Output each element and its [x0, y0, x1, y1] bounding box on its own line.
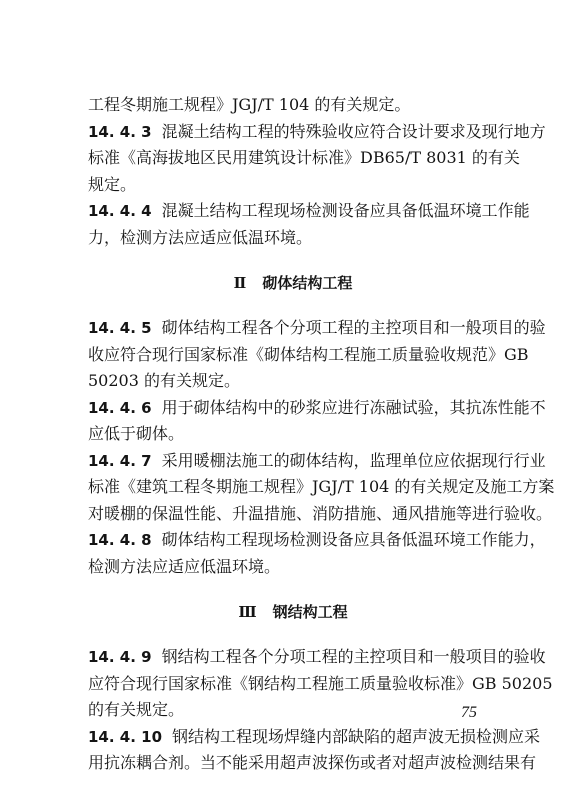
text-line — [88, 92, 498, 119]
clause-number: 14. 4. 9 — [88, 648, 152, 666]
clause-text: 用抗冻耦合剂。当不能采用超声波探伤或者对超声波检测结果有 — [88, 753, 537, 772]
section-title: 钢结构工程 — [272, 603, 348, 621]
clause-text: 混凝土结构工程的特殊验收应符合设计要求及现行地方 — [161, 121, 546, 141]
text-line — [88, 501, 553, 528]
clause-number: 14. 4. 8 — [88, 531, 152, 549]
section-roman-numeral: Ⅱ — [233, 274, 247, 292]
text-line — [88, 671, 553, 698]
clause-text: 混凝土结构工程现场检测设备应具备低温环境工作能 — [161, 201, 530, 220]
clause-text: 规定。 — [88, 174, 137, 194]
clause-text: 标准《高海拔地区民用建筑设计标准》DB65/T 8031 的有关 — [88, 148, 520, 167]
text-line — [88, 368, 498, 395]
clause-14-4-10 — [88, 724, 541, 751]
clause-text: 钢结构工程各个分项工程的主控项目和一般项目的验收 — [161, 647, 546, 666]
clause-text: 收应符合现行国家标准《砌体结构工程施工质量验收规范》GB — [88, 344, 529, 364]
clause-text: 力，检测方法应适应低温环境。 — [88, 227, 313, 247]
text-line — [88, 474, 555, 501]
clause-text: 应低于砌体。 — [88, 424, 185, 443]
clause-number: 14. 4. 7 — [88, 451, 152, 470]
clause-text: 钢结构工程现场焊缝内部缺陷的超声波无损检测应采 — [172, 726, 541, 746]
clause-text: 检测方法应适应低温环境。 — [88, 556, 281, 576]
clause-14-4-8 — [88, 527, 546, 554]
clause-number: 14. 4. 3 — [88, 122, 152, 141]
clause-text: 对暖棚的保温性能、升温措施、消防措施、通风措施等进行验收。 — [88, 503, 553, 523]
clause-number: 14. 4. 4 — [88, 202, 152, 220]
clause-14-4-5 — [88, 315, 546, 342]
document-body — [88, 92, 555, 777]
text-line — [88, 225, 498, 252]
clause-text: 应符合现行国家标准《钢结构工程施工质量验收标准》GB 50205 — [88, 673, 553, 693]
text-line — [88, 342, 529, 369]
text-line — [88, 554, 498, 581]
page-number: 75 — [461, 704, 477, 721]
text-line — [88, 697, 498, 724]
clause-text: 砌体结构工程各个分项工程的主控项目和一般项目的验 — [161, 318, 546, 337]
clause-14-4-9 — [88, 644, 546, 671]
section-heading-masonry — [88, 251, 498, 315]
clause-text: 标准《建筑工程冬期施工规程》JGJ/T 104 的有关规定及施工方案 — [88, 477, 555, 496]
clause-number: 14. 4. 6 — [88, 398, 152, 417]
text-line — [88, 145, 520, 172]
text-line — [88, 172, 498, 199]
text-line — [88, 421, 498, 448]
clause-14-4-4 — [88, 198, 530, 225]
section-title: 砌体结构工程 — [262, 274, 353, 292]
clause-text: 用于砌体结构中的砂浆应进行冻融试验，其抗冻性能不 — [161, 397, 546, 417]
clause-text: 工程冬期施工规程》JGJ/T 104 的有关规定。 — [88, 95, 411, 114]
clause-text: 50203 的有关规定。 — [88, 371, 240, 390]
clause-text: 砌体结构工程现场检测设备应具备低温环境工作能力， — [161, 530, 546, 549]
clause-14-4-3 — [88, 119, 546, 146]
text-line — [88, 750, 537, 777]
clause-14-4-7 — [88, 448, 546, 475]
section-roman-numeral: Ⅲ — [238, 603, 257, 621]
clause-14-4-6 — [88, 395, 546, 422]
clause-text: 采用暖棚法施工的砌体结构，监理单位应依据现行行业 — [161, 450, 546, 470]
clause-text: 的有关规定。 — [88, 700, 185, 719]
clause-number: 14. 4. 10 — [88, 727, 163, 746]
clause-number: 14. 4. 5 — [88, 319, 152, 337]
section-heading-steel — [88, 580, 498, 644]
